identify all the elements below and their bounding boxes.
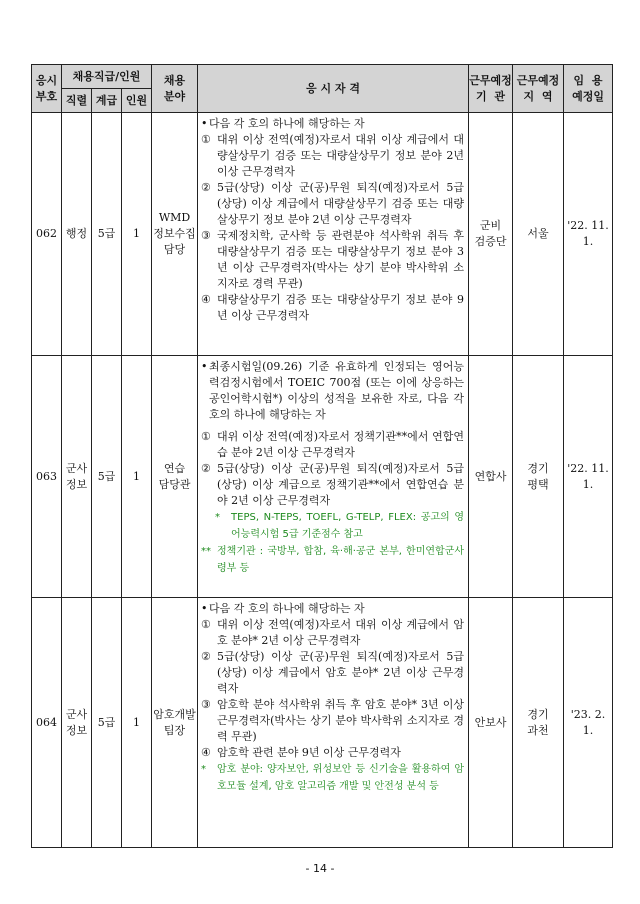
grade-cell: 5급 bbox=[92, 598, 122, 848]
agency-cell: 연합사 bbox=[469, 356, 513, 598]
qualification-cell bbox=[198, 356, 469, 598]
series-cell: 행정 bbox=[62, 113, 92, 356]
date-cell: '22. 11. 1. bbox=[564, 113, 613, 356]
page-number: - 14 - bbox=[305, 862, 335, 875]
bullet-icon: • bbox=[201, 602, 208, 615]
item-text: 대위 이상 전역(예정)자로서 대위 이상 계급에서 대량살상무기 검증 또는 대량살상무기 정보 분야 2년 이상 근무경력자 bbox=[217, 133, 465, 178]
qualification-intro: • 다음 각 호의 하나에 해당하는 자 bbox=[201, 117, 365, 130]
item-number: ③ bbox=[201, 229, 211, 242]
date-cell: '23. 2. 1. bbox=[564, 598, 613, 848]
item-number: ① bbox=[201, 618, 211, 631]
apply-code-cell: 063 bbox=[32, 356, 62, 598]
header-region: 근무예정 지 역 bbox=[513, 65, 564, 113]
grade-cell: 5급 bbox=[92, 113, 122, 356]
qualification-item bbox=[201, 697, 464, 745]
item-number: ① bbox=[201, 133, 211, 146]
footnote: * TEPS, N-TEPS, TOEFL, G-TELP, FLEX: 공고의 영어능력시험 5급 기준점수 참고 bbox=[215, 512, 465, 540]
table-row bbox=[32, 113, 613, 356]
item-number: ④ bbox=[201, 746, 211, 759]
qualification-cell bbox=[198, 598, 469, 848]
field-cell: WMD 정보수집 담당 bbox=[152, 113, 198, 356]
item-text: 5급(상당) 이상 군(공)무원 퇴직(예정)자로서 5급(상당) 이상 계급으로 정책기관**에서 연합연습 분야 2년 이상 근무경력자 bbox=[217, 462, 465, 507]
header-date: 임 용 예정일 bbox=[564, 65, 613, 113]
table-row bbox=[32, 356, 613, 598]
bullet-icon: • bbox=[201, 360, 208, 373]
region-cell: 서울 bbox=[513, 113, 564, 356]
header-field: 채용 분야 bbox=[152, 65, 198, 113]
count-cell: 1 bbox=[122, 356, 152, 598]
series-cell: 군사 정보 bbox=[62, 356, 92, 598]
item-text: 암호학 분야 석사학위 취득 후 암호 분야* 3년 이상 근무경력자(박사는 상기 분야 박사학위 소지자로 경력 무관) bbox=[217, 698, 465, 743]
item-text: 국제정치학, 군사학 등 관련분야 석사학위 취득 후 대량살상무기 검증 또는 대량살상무기 정보 분야 3년 이상 근무경력자(박사는 상기 분야 박사학위 소지자로 경력 무관) bbox=[217, 229, 465, 290]
qualification-item bbox=[201, 292, 464, 324]
apply-code-cell: 064 bbox=[32, 598, 62, 848]
header-grade: 계급 bbox=[92, 89, 122, 113]
series-cell: 군사 정보 bbox=[62, 598, 92, 848]
item-number: ② bbox=[201, 462, 211, 475]
qualification-cell bbox=[198, 113, 469, 356]
grade-cell: 5급 bbox=[92, 356, 122, 598]
qualification-item bbox=[201, 228, 464, 292]
header-position-group: 채용직급/인원 bbox=[62, 65, 152, 89]
recruitment-table bbox=[31, 64, 613, 848]
item-text: 대위 이상 전역(예정)자로서 정책기관**에서 연합연습 분야 2년 이상 근무경력자 bbox=[217, 430, 465, 459]
count-cell: 1 bbox=[122, 113, 152, 356]
item-text: 5급(상당) 이상 군(공)무원 퇴직(예정)자로서 5급(상당) 이상 계급에서 대량살상무기 검증 또는 대량살상무기 정보 분야 2년 이상 근무경력자 bbox=[217, 181, 465, 226]
date-cell: '22. 11. 1. bbox=[564, 356, 613, 598]
item-number: ④ bbox=[201, 293, 211, 306]
item-text: 대량살상무기 검증 또는 대량살상무기 정보 분야 9년 이상 근무경력자 bbox=[217, 293, 465, 322]
table-row bbox=[32, 598, 613, 848]
field-cell: 암호개발 팀장 bbox=[152, 598, 198, 848]
qualification-item bbox=[201, 617, 464, 649]
region-cell: 경기 평택 bbox=[513, 356, 564, 598]
qualification-intro: • 최종시험일(09.26) 기준 유효하게 인정되는 영어능력검정시험에서 TOEIC 700점 (또는 이에 상응하는 공인어학시험*) 이상의 성적을 보유한 자로, 다음 각 호의 하나에 해당하는 자 bbox=[201, 360, 465, 421]
count-cell: 1 bbox=[122, 598, 152, 848]
field-cell: 연습 담당관 bbox=[152, 356, 198, 598]
region-cell: 경기 과천 bbox=[513, 598, 564, 848]
apply-code-cell: 062 bbox=[32, 113, 62, 356]
header-apply-no: 응시 부호 bbox=[32, 65, 62, 113]
qualification-item bbox=[201, 180, 464, 228]
footnote: * 암호 분야: 양자보안, 위성보안 등 신기술을 활용하여 암호모듈 설계, 암호 알고리즘 개발 및 안전성 분석 등 bbox=[201, 764, 465, 792]
item-text: 대위 이상 전역(예정)자로서 대위 이상 계급에서 암호 분야* 2년 이상 근무경력자 bbox=[217, 618, 465, 647]
agency-cell: 안보사 bbox=[469, 598, 513, 848]
footnote: ** 정책기관 : 국방부, 합참, 육·해·공군 본부, 한미연합군사령부 등 bbox=[201, 546, 465, 574]
header-qualification: 응 시 자 격 bbox=[198, 65, 469, 113]
item-text: 5급(상당) 이상 군(공)무원 퇴직(예정)자로서 5급(상당) 이상 계급에서 암호 분야* 2년 이상 근무경력자 bbox=[217, 650, 465, 695]
bullet-icon: • bbox=[201, 117, 208, 130]
agency-cell: 군비 검증단 bbox=[469, 113, 513, 356]
qualification-item bbox=[201, 132, 464, 180]
qualification-item bbox=[201, 429, 464, 461]
item-text: 암호학 관련 분야 9년 이상 근무경력자 bbox=[217, 746, 401, 759]
header-count: 인원 bbox=[122, 89, 152, 113]
header-agency: 근무예정 기 관 bbox=[469, 65, 513, 113]
qualification-item bbox=[201, 745, 464, 761]
item-number: ③ bbox=[201, 698, 211, 711]
item-number: ① bbox=[201, 430, 211, 443]
item-number: ② bbox=[201, 650, 211, 663]
header-series: 직렬 bbox=[62, 89, 92, 113]
qualification-item bbox=[201, 461, 464, 509]
item-number: ② bbox=[201, 181, 211, 194]
qualification-intro: • 다음 각 호의 하나에 해당하는 자 bbox=[201, 602, 365, 615]
qualification-item bbox=[201, 649, 464, 697]
